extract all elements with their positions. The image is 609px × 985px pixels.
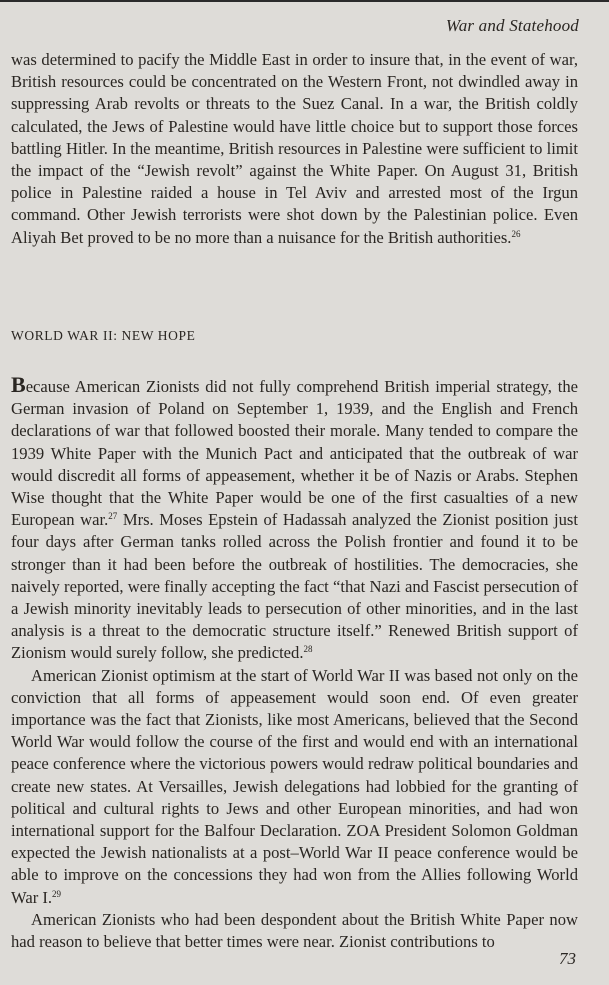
running-head: War and Statehood — [445, 16, 579, 35]
paragraph-text: ecause American Zionists did not fully comprehend British imperial strategy, the German invasion of Poland on September 1, 1939, and the English and French declarations of war that followed boosted their morale. Many tended to compare the 1939 White Paper with the Munich Pact and anticipated that the outbreak of war would discredit all forms of appeasement, whether it be of Nazis or Arabs. Stephen Wise thought that the White Paper would be one of the first casualties of a new European war. — [11, 377, 578, 530]
paragraph — [11, 909, 578, 953]
footnote-ref: 28 — [303, 644, 313, 655]
footnote-ref: 29 — [52, 888, 62, 899]
footnote-ref: 26 — [511, 228, 521, 239]
paragraph-text: was determined to pacify the Middle East in order to insure that, in the event of war, British resources could be concentrated on the Western Front, not dwindled away in suppressing Arab revolts or threats to the Suez Canal. In a war, the British coldly calculated, the Jews of Palestine would have little choice but to support those forces battling Hitler. In the meantime, British resources in Palestine were sufficient to limit the impact of the “Jewish revolt” against the White Paper. On August 31, British police in Palestine raided a house in Tel Aviv and arrested most of the Irgun command. Other Jewish terrorists were shot down by the Palestinian police. Even Aliyah Bet proved to be no more than a nuisance for the British authorities. — [11, 50, 578, 247]
body-text-lower — [11, 374, 578, 953]
section-heading: WORLD WAR II: NEW HOPE — [11, 328, 196, 343]
top-edge-rule — [0, 0, 609, 2]
paragraph-text: Mrs. Moses Epstein of Hadassah analyzed the Zionist position just four days after German tanks rolled across the Polish frontier and found it to be stronger than it had been before the outbreak of hostilities. The democracies, she naively reported, were finally accepting the fact “that Nazi and Fascist persecution of a Jewish minority inevitably leads to persecution of other minorities, and in the last analysis is a threat to the democratic structure itself.” Renewed British support of Zionism would surely follow, she predicted. — [11, 510, 578, 663]
paragraph-text: American Zionist optimism at the start of World War II was based not only on the conviction that all forms of appeasement would soon end. Of even greater importance was the fact that Zionists, like most Americans, believed that the Second World War would follow the course of the first and would end with an international peace conference where the victorious powers would redraw political boundaries and create new states. At Versailles, Jewish delegations had lobbied for the granting of political and cultural rights to Jews and other European minorities, and had won international support for the Balfour Declaration. ZOA President Solomon Goldman expected the Jewish nationalists at a post–World War II peace conference would be able to improve on the concessions they had won from the Allies following World War I. — [11, 665, 578, 907]
page-number: 73 — [559, 949, 576, 968]
drop-cap: B — [11, 372, 26, 397]
paragraph — [11, 49, 578, 249]
paragraph-text: American Zionists who had been despondent about the British White Paper now had reason to believe that better times were near. Zionist contributions to — [11, 909, 578, 952]
paragraph — [11, 374, 578, 665]
paragraph — [11, 665, 578, 909]
footnote-ref: 27 — [108, 511, 118, 522]
body-text-upper — [11, 49, 578, 249]
